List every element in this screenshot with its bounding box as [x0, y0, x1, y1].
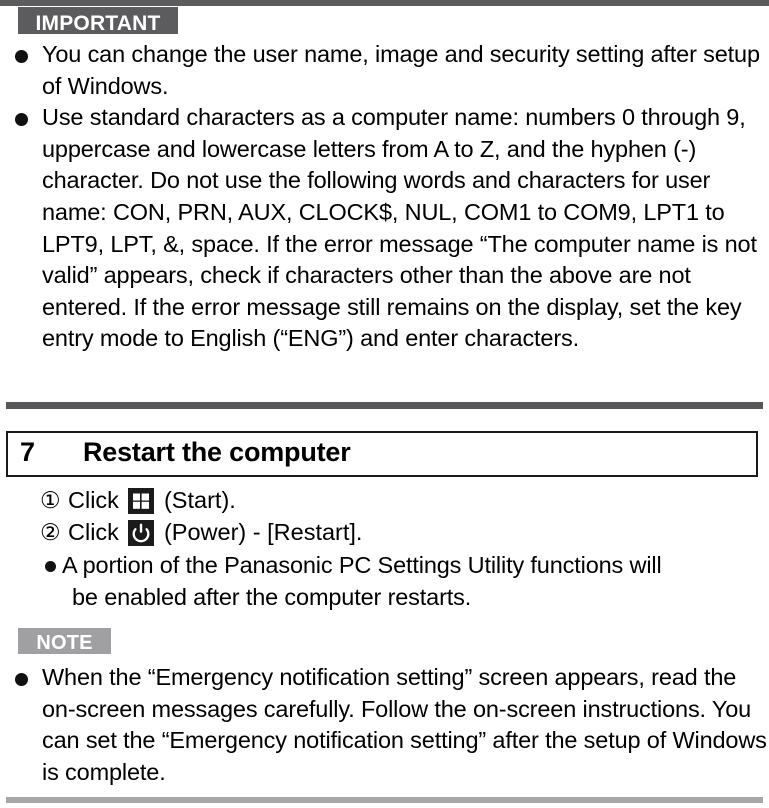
step-sub-bullet-list [0, 550, 769, 613]
step-number: 7 [20, 437, 36, 467]
note-bullet-list [0, 662, 769, 788]
list-item [0, 102, 769, 355]
important-bullet-text: Use standard characters as a computer name: numbers 0 through 9, uppercase and lowercase letters from A to Z, and the hyphen (-) character. Do not use the following words and characters for user name: CON, PRN, AUX, CLOCK$, NUL, COM1 to COM9, LPT1 to LPT9, LPT, &, space. If the error message “The computer name is not valid” appears, check if characters other than the above are not entered. If the error message still remains on the display, set the key entry mode to English (“ENG”) and enter characters. [42, 104, 757, 352]
list-item [0, 39, 769, 102]
step-marker-1: ① [40, 487, 61, 513]
step-text-2: Click [68, 519, 119, 545]
section-divider-rule [6, 402, 763, 409]
list-item [0, 484, 769, 516]
top-divider-rule [0, 0, 769, 6]
bullet-dot-icon [15, 50, 28, 63]
bullet-dot-icon [45, 561, 56, 572]
step-title: Restart the computer [83, 437, 351, 467]
step-instruction-list [0, 484, 769, 548]
bullet-dot-icon [15, 673, 28, 686]
bottom-divider-rule [6, 797, 763, 803]
list-item [0, 516, 769, 548]
step-marker-2: ② [40, 519, 61, 545]
important-bullet-text: You can change the user name, image and security setting after setup of Windows. [42, 41, 760, 99]
sub-bullet-line-2: be enabled after the computer restarts. [72, 583, 472, 610]
list-item [0, 550, 769, 613]
step-header-box [6, 431, 758, 477]
step-text-2-suffix: (Power) - [Restart]. [163, 519, 363, 545]
sub-bullet-line-1: A portion of the Panasonic PC Settings Utility functions will [62, 552, 662, 578]
windows-start-icon [128, 488, 154, 514]
list-item [0, 662, 769, 788]
power-icon [128, 520, 154, 546]
important-badge: IMPORTANT [18, 7, 178, 34]
important-bullet-list [0, 39, 769, 355]
step-text-1-suffix: (Start). [163, 487, 236, 513]
bullet-dot-icon [15, 113, 28, 126]
step-text-1: Click [68, 487, 119, 513]
note-badge: NOTE [18, 628, 111, 654]
note-bullet-text: When the “Emergency notification setting” screen appears, read the on-screen messages carefully. Follow the on-screen instructions. You can set the “Emergency notification setting” after the setup of Windows is complete. [42, 664, 767, 785]
